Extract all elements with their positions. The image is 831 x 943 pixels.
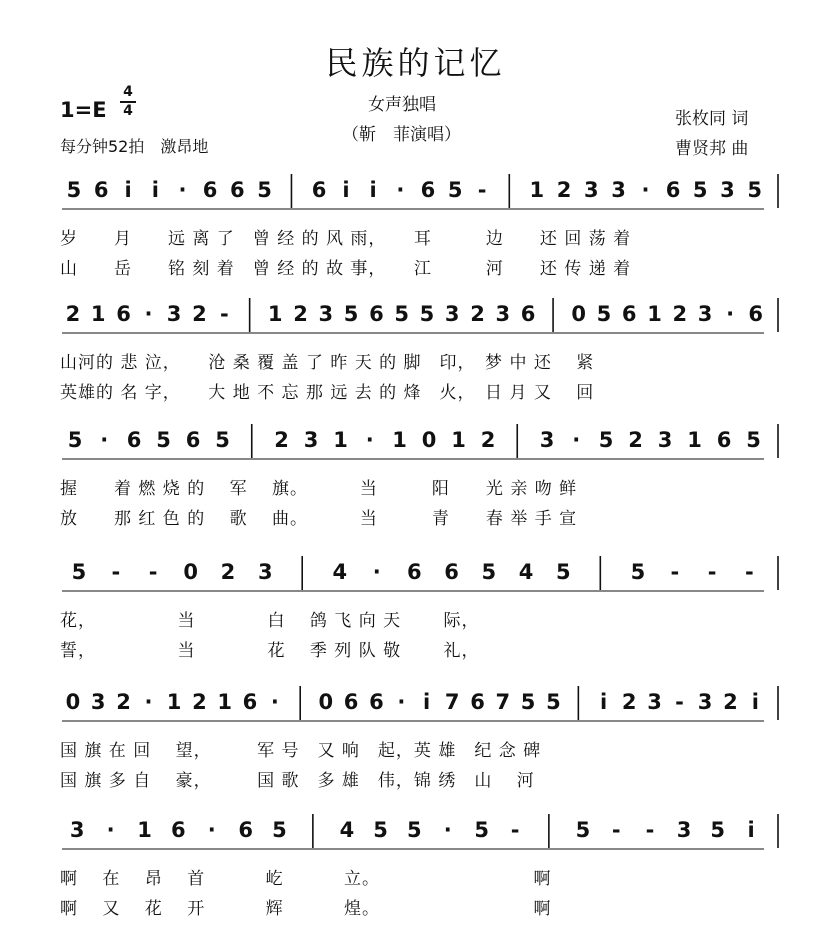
lyric-line-1: 岁 月 远 离 了 曾 经 的 风 雨， 耳 边 还 回 荡 着: [60, 229, 632, 249]
note: 3: [584, 178, 599, 202]
augmentation-dot: ·: [106, 818, 115, 842]
note: 6: [116, 302, 131, 326]
note: 1: [451, 428, 466, 452]
extension-dash: -: [675, 690, 684, 714]
note: 3: [318, 302, 334, 326]
note: 5: [447, 178, 463, 202]
note: 1: [267, 302, 283, 326]
note: 3: [303, 428, 319, 452]
note: 5: [596, 302, 612, 326]
key-signature: 1=E: [60, 98, 107, 122]
note: 6: [238, 818, 254, 842]
note: 3: [539, 428, 555, 452]
extension-dash: -: [477, 178, 487, 202]
note: 3: [647, 690, 662, 714]
note: 6: [716, 428, 732, 452]
note: 2: [65, 302, 81, 326]
note: 5: [272, 818, 287, 842]
note: 1: [217, 690, 232, 714]
note: 0: [183, 560, 199, 584]
note: 5: [343, 302, 359, 326]
note: 2: [723, 690, 738, 714]
augmentation-dot: ·: [178, 178, 187, 202]
extension-dash: -: [219, 302, 229, 326]
note: 2: [672, 302, 688, 326]
lyricist-credit: 张枚同 词: [675, 109, 749, 129]
extension-dash: -: [148, 560, 158, 584]
note: 3: [657, 428, 673, 452]
extension-dash: -: [707, 560, 717, 584]
time-signature-top: 4: [123, 84, 133, 100]
composer-credit: 曹贤邦 曲: [675, 139, 749, 159]
note: 6: [444, 560, 459, 584]
note: 2: [621, 690, 637, 714]
note: 3: [697, 690, 713, 714]
lyric-line-2: 山 岳 铭 刻 着 曾 经 的 故 事， 江 河 还 传 递 着: [60, 259, 632, 279]
note: 5: [546, 690, 561, 714]
time-signature-bottom: 4: [123, 103, 133, 119]
note: i: [600, 690, 608, 714]
note: i: [124, 178, 132, 202]
performance-type: 女声独唱: [368, 95, 436, 115]
tempo-marking: 每分钟52拍 激昂地: [60, 137, 209, 156]
augmentation-dot: ·: [726, 302, 735, 326]
note: 6: [343, 690, 359, 714]
note: 3: [69, 818, 85, 842]
note: i: [342, 178, 350, 202]
lyric-line-1: 啊 在 昂 首 屹 立。 啊: [60, 869, 552, 889]
note: 6: [407, 560, 422, 584]
note: 3: [444, 302, 460, 326]
note: 5: [257, 178, 272, 202]
note: 0: [571, 302, 586, 326]
note: 6: [171, 818, 186, 842]
note: 6: [93, 178, 109, 202]
note: i: [423, 690, 431, 714]
augmentation-dot: ·: [144, 302, 153, 326]
note: 5: [746, 428, 761, 452]
note: 2: [480, 428, 496, 452]
note: 3: [257, 560, 273, 584]
note: 6: [665, 178, 681, 202]
lyric-line-1: 花， 当 白 鸽 飞 向 天 际，: [60, 611, 480, 631]
note: i: [751, 690, 759, 714]
note: 5: [156, 428, 171, 452]
lyric-line-2: 放 那 红 色 的 歌 曲。 当 青 春 举 手 宣: [60, 509, 578, 529]
extension-dash: -: [611, 818, 621, 842]
augmentation-dot: ·: [100, 428, 109, 452]
note: 5: [630, 560, 646, 584]
note: 6: [748, 302, 763, 326]
extension-dash: -: [645, 818, 655, 842]
note: 5: [66, 178, 82, 202]
augmentation-dot: ·: [443, 818, 452, 842]
note: 5: [71, 560, 87, 584]
note: 2: [556, 178, 572, 202]
note: 5: [692, 178, 708, 202]
note: 2: [220, 560, 236, 584]
note: 2: [116, 690, 131, 714]
augmentation-dot: ·: [396, 178, 405, 202]
lyric-line-2: 啊 又 花 开 辉 煌。 啊: [60, 899, 552, 919]
note: 2: [628, 428, 643, 452]
lyric-line-2: 英雄的 名 字， 大 地 不 忘 那 远 去 的 烽 火， 日 月 又 回: [60, 383, 595, 403]
note: 5: [419, 302, 435, 326]
note: 1: [137, 818, 152, 842]
song-title: 民族的记忆: [325, 44, 506, 82]
lyric-line-1: 国 旗 在 回 望， 军 号 又 响 起，英 雄 纪 念 碑: [60, 741, 542, 761]
note: 5: [710, 818, 726, 842]
note: 5: [407, 818, 422, 842]
note: 5: [474, 818, 490, 842]
note: 1: [392, 428, 407, 452]
augmentation-dot: ·: [372, 560, 381, 584]
note: 2: [192, 690, 207, 714]
note: 6: [202, 178, 218, 202]
note: i: [369, 178, 377, 202]
note: 3: [720, 178, 735, 202]
augmentation-dot: ·: [641, 178, 650, 202]
note: 6: [520, 302, 536, 326]
note: 1: [647, 302, 662, 326]
singer-credit: （靳 菲演唱）: [342, 125, 461, 145]
note: 4: [339, 818, 355, 842]
augmentation-dot: ·: [207, 818, 216, 842]
note: 3: [697, 302, 713, 326]
note: 6: [230, 178, 245, 202]
lyric-line-2: 国 旗 多 自 豪， 国 歌 多 雄 伟，锦 绣 山 河: [60, 771, 535, 791]
note: 3: [495, 302, 511, 326]
note: 5: [575, 818, 591, 842]
lyric-line-1: 握 着 燃 烧 的 军 旗。 当 阳 光 亲 吻 鲜: [60, 479, 578, 499]
note: i: [151, 178, 159, 202]
note: 2: [274, 428, 289, 452]
note: 5: [598, 428, 614, 452]
augmentation-dot: ·: [572, 428, 581, 452]
note: 6: [470, 690, 485, 714]
note: 2: [192, 302, 207, 326]
note: 2: [470, 302, 485, 326]
extension-dash: -: [670, 560, 680, 584]
augmentation-dot: ·: [365, 428, 374, 452]
augmentation-dot: ·: [270, 690, 279, 714]
augmentation-dot: ·: [397, 690, 406, 714]
note: 5: [394, 302, 409, 326]
note: 5: [373, 818, 388, 842]
note: 3: [166, 302, 182, 326]
note: 0: [318, 690, 334, 714]
note: 6: [621, 302, 637, 326]
note: 5: [747, 178, 762, 202]
augmentation-dot: ·: [144, 690, 153, 714]
lyric-line-1: 山河的 悲 泣， 沧 桑 覆 盖 了 昨 天 的 脚 印， 梦 中 还 紧: [60, 353, 595, 373]
note: 6: [420, 178, 436, 202]
note: 3: [90, 690, 106, 714]
note: 6: [369, 302, 384, 326]
note: 1: [529, 178, 545, 202]
note: 1: [333, 428, 348, 452]
note: 5: [481, 560, 497, 584]
extension-dash: -: [745, 560, 754, 584]
extension-dash: -: [111, 560, 121, 584]
note: 5: [215, 428, 230, 452]
note: 2: [293, 302, 308, 326]
note: 1: [687, 428, 702, 452]
lyric-line-2: 誓， 当 花 季 列 队 敬 礼，: [60, 641, 480, 661]
note: 6: [126, 428, 142, 452]
note: 4: [332, 560, 348, 584]
note: 0: [421, 428, 437, 452]
note: 7: [444, 690, 460, 714]
note: 6: [311, 178, 327, 202]
note: i: [747, 818, 755, 842]
note: 3: [611, 178, 626, 202]
note: 6: [242, 690, 258, 714]
extension-dash: -: [510, 818, 520, 842]
note: 6: [185, 428, 201, 452]
note: 5: [556, 560, 571, 584]
note: 5: [520, 690, 536, 714]
note: 7: [495, 690, 511, 714]
note: 5: [67, 428, 83, 452]
note: 0: [65, 690, 81, 714]
note: 1: [166, 690, 182, 714]
note: 4: [518, 560, 534, 584]
note: 6: [369, 690, 384, 714]
note: 3: [676, 818, 692, 842]
note: 1: [90, 302, 106, 326]
